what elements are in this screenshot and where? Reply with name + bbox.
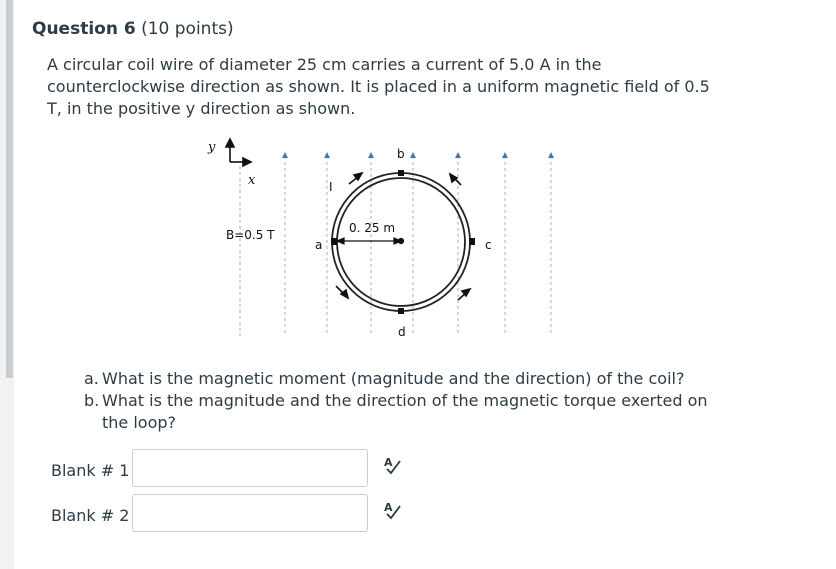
- axes-icon: [226, 139, 251, 166]
- blank-input-1[interactable]: [132, 449, 368, 487]
- field-arrowhead: [368, 152, 374, 158]
- subpart-letter: b.: [84, 391, 100, 410]
- subpart-text: What is the magnetic moment (magnitude and the direction) of the coil?: [102, 369, 685, 388]
- blank-label-2: Blank # 2: [51, 506, 130, 525]
- spellcheck-icon[interactable]: [381, 454, 403, 476]
- terminal-b: [398, 170, 404, 176]
- coil-diagram-svg: [196, 136, 576, 344]
- field-lines: [240, 156, 551, 336]
- svg-text:A: A: [384, 456, 393, 469]
- question-header: [32, 19, 234, 39]
- point-a-label: a: [315, 238, 323, 252]
- field-label: B=0.5 T: [226, 228, 275, 242]
- subpart-text: What is the magnitude and the direction of the magnetic torque exerted on the loop?: [102, 391, 708, 432]
- question-subparts: [84, 368, 724, 434]
- coil-diagram: [196, 136, 576, 344]
- field-arrowhead: [502, 152, 508, 158]
- point-b-label: b: [397, 147, 405, 161]
- blank-row-2: [51, 501, 411, 545]
- field-arrowhead: [324, 152, 330, 158]
- question-title: Question 6: [32, 19, 136, 39]
- blank-label-1: Blank # 1: [51, 461, 130, 480]
- point-d-label: d: [398, 325, 406, 339]
- field-arrowhead: [282, 152, 288, 158]
- field-arrowhead: [548, 152, 554, 158]
- field-arrowheads: [282, 152, 554, 158]
- subpart-b: [84, 390, 724, 434]
- current-direction-arrows: [336, 173, 470, 300]
- terminal-c: [469, 238, 475, 245]
- subpart-letter: a.: [84, 369, 99, 388]
- axis-y-label: y: [208, 140, 216, 155]
- radius-arrow: [337, 238, 404, 244]
- svg-text:A: A: [384, 501, 393, 514]
- subpart-a: [84, 368, 724, 390]
- terminal-d: [398, 308, 404, 314]
- left-scrollbar[interactable]: [6, 0, 13, 378]
- current-label: I: [329, 180, 333, 194]
- field-arrowhead: [410, 152, 416, 158]
- spellcheck-icon[interactable]: [381, 499, 403, 521]
- radius-label: 0. 25 m: [349, 221, 396, 235]
- point-c-label: c: [485, 238, 492, 252]
- field-arrowhead: [455, 152, 461, 158]
- question-points: (10 points): [141, 19, 234, 39]
- axis-x-label: x: [248, 173, 256, 188]
- question-text: A circular coil wire of diameter 25 cm carries a current of 5.0 A in the counterclockwise direction as shown. It is placed in a uniform magnetic field of 0.5 T, in the positive y direction as shown.: [47, 55, 710, 118]
- blank-input-2[interactable]: [132, 494, 368, 532]
- terminal-a: [331, 238, 337, 245]
